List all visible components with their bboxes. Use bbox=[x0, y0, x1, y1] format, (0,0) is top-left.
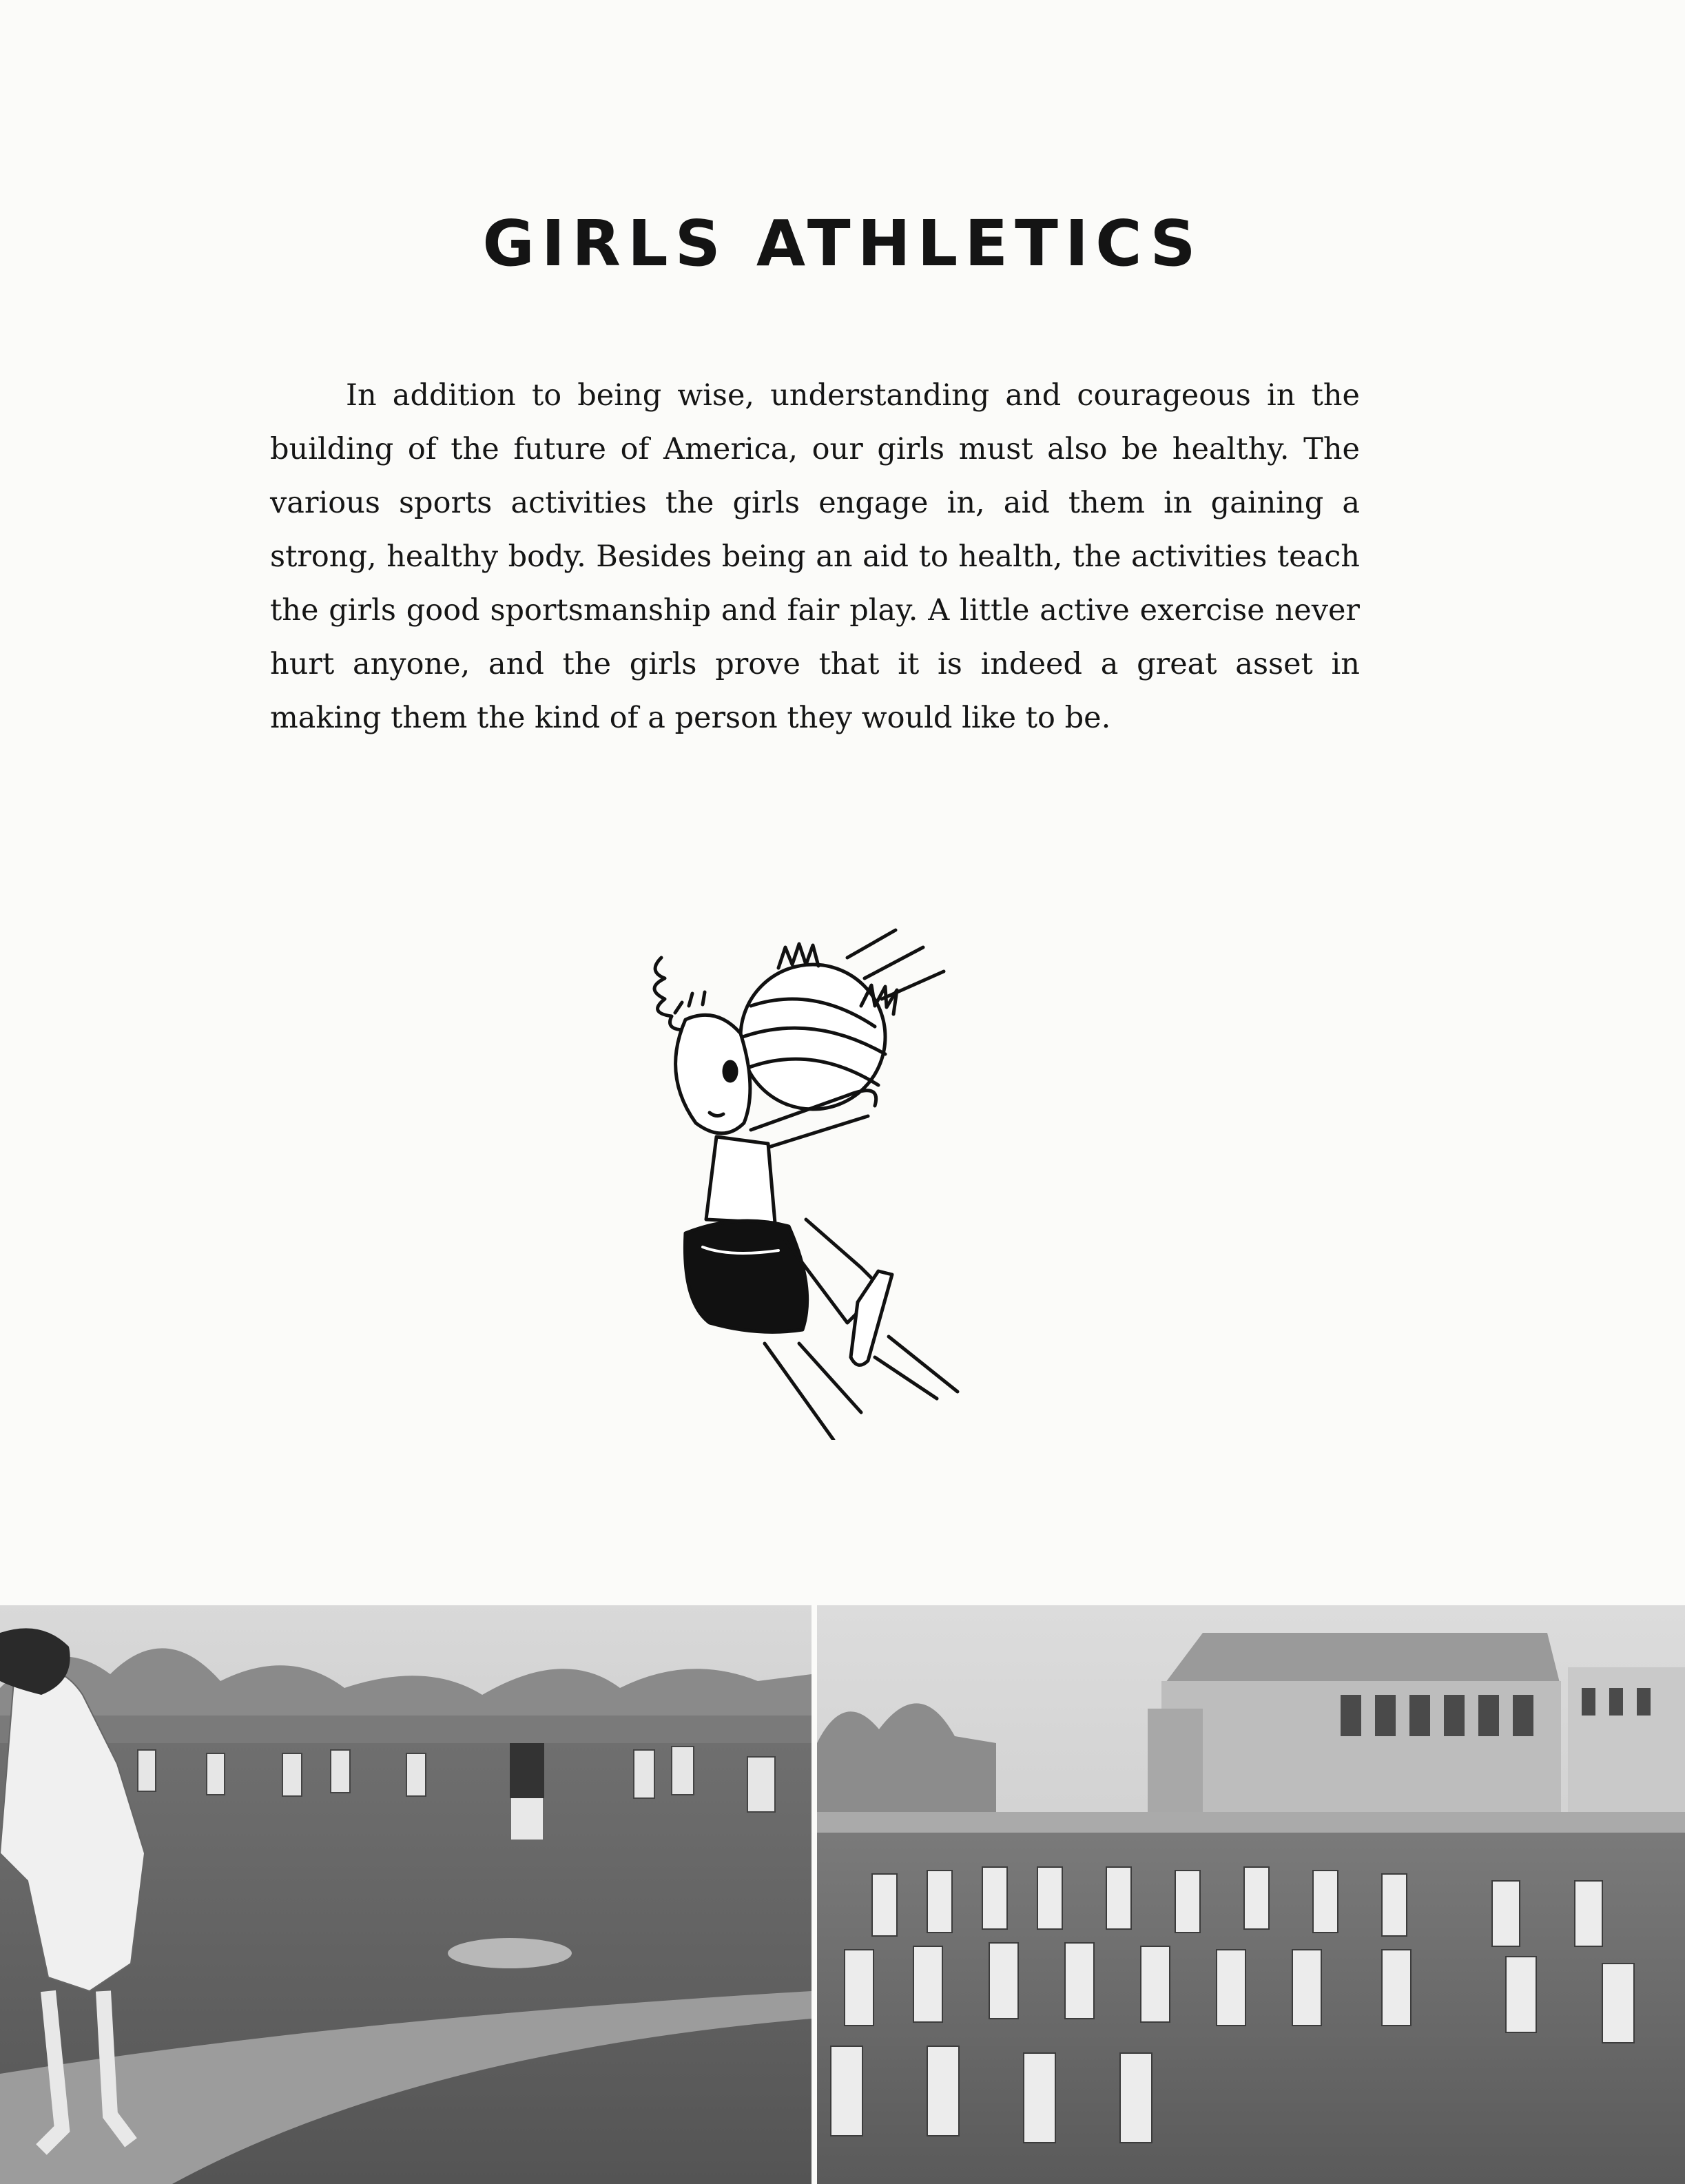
calisthenics-class-photo-icon bbox=[817, 1605, 1685, 2184]
intro-paragraph: In addition to being wise, understanding and courageous in the building of the future of America, our girls must also be healthy. The various sports activities the girls engage in, aid them in gaining a strong, healthy body. Besides being an aid to health, the activities teach the girls good sportsmanship and fair play. A little active exercise never hurt anyone, and the girls prove that it is indeed a great asset in making them the kind of a person they would like to be. bbox=[270, 378, 1360, 735]
softball-game-photo-icon bbox=[0, 1605, 812, 2184]
page-title: GIRLS ATHLETICS bbox=[482, 207, 1203, 280]
girl-catching-ball-cartoon-icon bbox=[620, 916, 1006, 1440]
